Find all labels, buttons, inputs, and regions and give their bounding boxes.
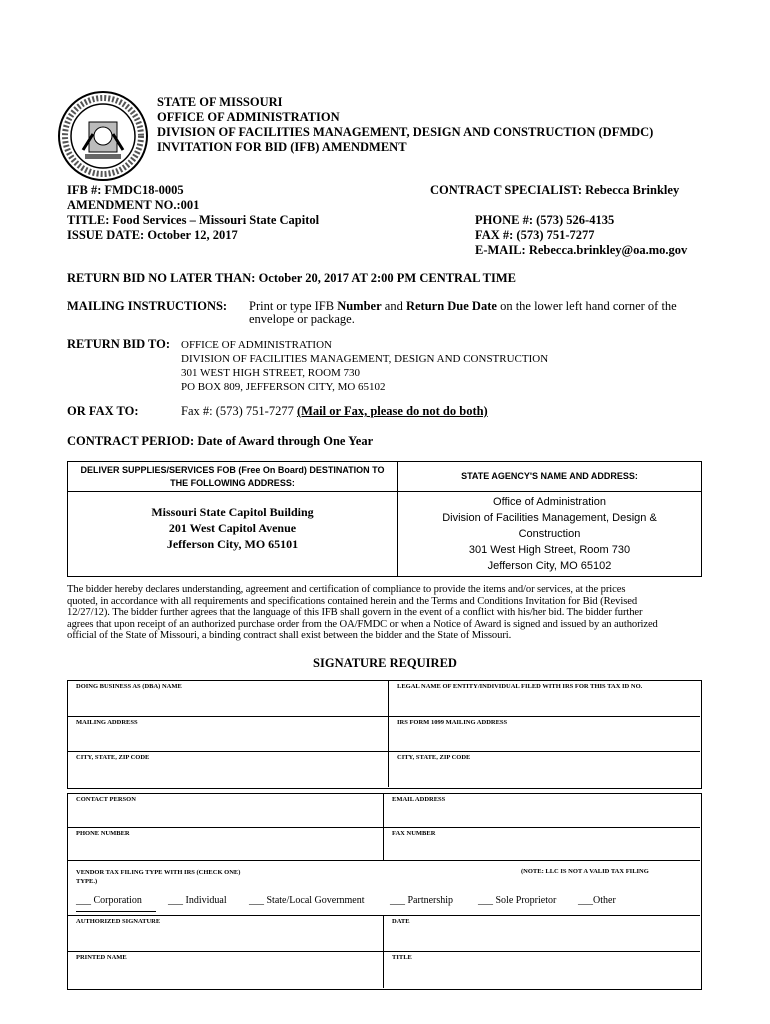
specialist-phone: PHONE #: (573) 526-4135 [475, 213, 615, 227]
amendment-number: AMENDMENT NO.:001 [67, 198, 200, 212]
return-to-label: RETURN BID TO: [67, 337, 171, 351]
agency-address-line: Division of Facilities Management, Design & [442, 512, 657, 524]
dba-field[interactable] [68, 681, 389, 717]
declaration-line: quoted, in accordance with all requirements and specifications contained herein and the Terms and Conditions Invitation for Bid (Revised [67, 595, 638, 607]
delivery-address-line: Jefferson City, MO 65101 [166, 537, 299, 551]
option-other[interactable]: ___Other [578, 895, 616, 906]
return-address-line: PO BOX 809, JEFFERSON CITY, MO 65102 [181, 381, 386, 393]
contract-period: CONTRACT PERIOD: Date of Award through One Year [67, 434, 374, 448]
city-state-zip-field[interactable] [68, 752, 389, 787]
vendor-form-top [67, 680, 702, 789]
agency-address-line: Construction [518, 528, 581, 540]
delivery-address [68, 504, 397, 552]
option-partnership[interactable]: ___ Partnership [390, 895, 454, 906]
delivery-header-divider [68, 491, 701, 492]
authorized-signature-field[interactable] [68, 915, 384, 952]
date-field[interactable] [384, 915, 700, 952]
delivery-address-line: Missouri State Capitol Building [151, 505, 314, 519]
fax-label: FAX NUMBER [392, 830, 436, 837]
contact-person-field[interactable] [68, 794, 384, 828]
agency-address-line: Jefferson City, MO 65102 [487, 560, 612, 572]
return-address [181, 338, 548, 394]
tax-filing-type [68, 861, 700, 913]
header-line: DIVISION OF FACILITIES MANAGEMENT, DESIGN AND CONSTRUCTION (DFMDC) [157, 125, 654, 139]
state-seal-icon [57, 90, 149, 182]
signature-title: SIGNATURE REQUIRED [313, 656, 457, 670]
option-underline [76, 911, 156, 912]
legal-name-label: LEGAL NAME OF ENTITY/INDIVIDUAL FILED WITH IRS FOR THIS TAX ID NO. [397, 683, 643, 690]
email-label: EMAIL ADDRESS [392, 796, 446, 803]
delivery-table [67, 461, 702, 577]
agency-address-line: 301 West High Street, Room 730 [468, 544, 631, 556]
irs-city-label: CITY, STATE, ZIP CODE [397, 754, 471, 761]
contact-label: CONTACT PERSON [76, 796, 136, 803]
declaration-line: agrees that upon receipt of an authorized purchase order from the OA/FMDC or when a Notice of Award is signed and issued by an authorized [67, 618, 658, 630]
mailing-address-label: MAILING ADDRESS [76, 719, 138, 726]
return-address-line: 301 WEST HIGH STREET, ROOM 730 [181, 367, 361, 379]
vendor-form-bottom [67, 793, 702, 990]
mailing-text: Return Due Date [405, 299, 497, 313]
city-label: CITY, STATE, ZIP CODE [76, 754, 150, 761]
option-sole-proprietor[interactable]: ___ Sole Proprietor [478, 895, 557, 906]
header-line: OFFICE OF ADMINISTRATION [157, 110, 340, 124]
agency-address-line: Office of Administration [493, 496, 606, 508]
delivery-right-header: STATE AGENCY'S NAME AND ADDRESS: [461, 471, 638, 481]
declaration-paragraph [67, 584, 707, 642]
tax-type-label [76, 868, 240, 886]
return-address-line: OFFICE OF ADMINISTRATION [181, 339, 332, 351]
ifb-title: TITLE: Food Services – Missouri State Capitol [67, 213, 320, 227]
specialist-fax: FAX #: (573) 751-7277 [475, 228, 595, 242]
option-government[interactable]: ___ State/Local Government [249, 895, 365, 906]
printed-name-label: PRINTED NAME [76, 954, 127, 961]
ifb-number: IFB #: FMDC18-0005 [67, 183, 184, 197]
fax-number-field[interactable] [384, 828, 700, 861]
mailing-text: and [381, 299, 406, 313]
delivery-left-header-line: THE FOLLOWING ADDRESS: [170, 478, 295, 488]
dba-label: DOING BUSINESS AS (DBA) NAME [76, 683, 182, 690]
declaration-line: The bidder hereby declares understanding, agreement and certification of compliance to provide the items and/or services, at the prices [67, 584, 626, 595]
tax-type-line: VENDOR TAX FILING TYPE WITH IRS (CHECK ONE) [76, 869, 241, 876]
title-label: TITLE [392, 954, 412, 961]
option-individual[interactable]: ___ Individual [168, 895, 227, 906]
date-label: DATE [392, 918, 410, 925]
email-address-field[interactable] [384, 794, 700, 828]
header-line: STATE OF MISSOURI [157, 95, 283, 109]
mailing-instructions-2: envelope or package. [249, 312, 355, 326]
tax-note: (NOTE: LLC IS NOT A VALID TAX FILING [521, 868, 649, 875]
declaration-line: 12/27/12). The bidder further agrees that the language of this IFB shall govern in the event of a conflict with his/her bid. The bidder further [67, 607, 643, 619]
option-corporation[interactable]: ___ Corporation [76, 895, 142, 906]
mailing-text: on the lower left hand corner of the [496, 299, 677, 313]
mailing-label: MAILING INSTRUCTIONS: [67, 299, 228, 313]
fax-to [181, 404, 488, 419]
issue-date: ISSUE DATE: October 12, 2017 [67, 228, 238, 242]
contract-specialist: CONTRACT SPECIALIST: Rebecca Brinkley [430, 183, 680, 197]
fax-note: (Mail or Fax, please do not do both) [296, 404, 488, 418]
fax-number: Fax #: (573) 751-7277 [181, 404, 297, 418]
delivery-left-header-line: DELIVER SUPPLIES/SERVICES FOB (Free On Board) DESTINATION TO [80, 465, 385, 475]
legal-name-field[interactable] [389, 681, 700, 717]
mailing-text: Print or type IFB [249, 299, 338, 313]
mailing-address-field[interactable] [68, 717, 389, 752]
printed-name-field[interactable] [68, 952, 384, 988]
title-field[interactable] [384, 952, 700, 988]
header-line: INVITATION FOR BID (IFB) AMENDMENT [157, 140, 407, 154]
irs-address-label: IRS FORM 1099 MAILING ADDRESS [397, 719, 508, 726]
return-address-line: DIVISION OF FACILITIES MANAGEMENT, DESIGN AND CONSTRUCTION [181, 353, 549, 365]
signature-label: AUTHORIZED SIGNATURE [76, 918, 161, 925]
irs-address-field[interactable] [389, 717, 700, 752]
irs-city-state-zip-field[interactable] [389, 752, 700, 787]
agency-address [398, 494, 701, 574]
phone-number-field[interactable] [68, 828, 384, 861]
fax-to-label: OR FAX TO: [67, 404, 139, 418]
delivery-left-header [68, 464, 397, 490]
document-header [157, 95, 653, 155]
phone-label: PHONE NUMBER [76, 830, 130, 837]
specialist-email: E-MAIL: Rebecca.brinkley@oa.mo.gov [475, 243, 688, 257]
mailing-text: Number [337, 299, 382, 313]
delivery-address-line: 201 West Capitol Avenue [168, 521, 297, 535]
return-deadline: RETURN BID NO LATER THAN: October 20, 2017 AT 2:00 PM CENTRAL TIME [67, 271, 516, 285]
declaration-line: official of the State of Missouri, a binding contract shall exist between the bidder and the State of Missouri. [67, 630, 512, 642]
tax-type-line: TYPE.) [76, 878, 98, 885]
